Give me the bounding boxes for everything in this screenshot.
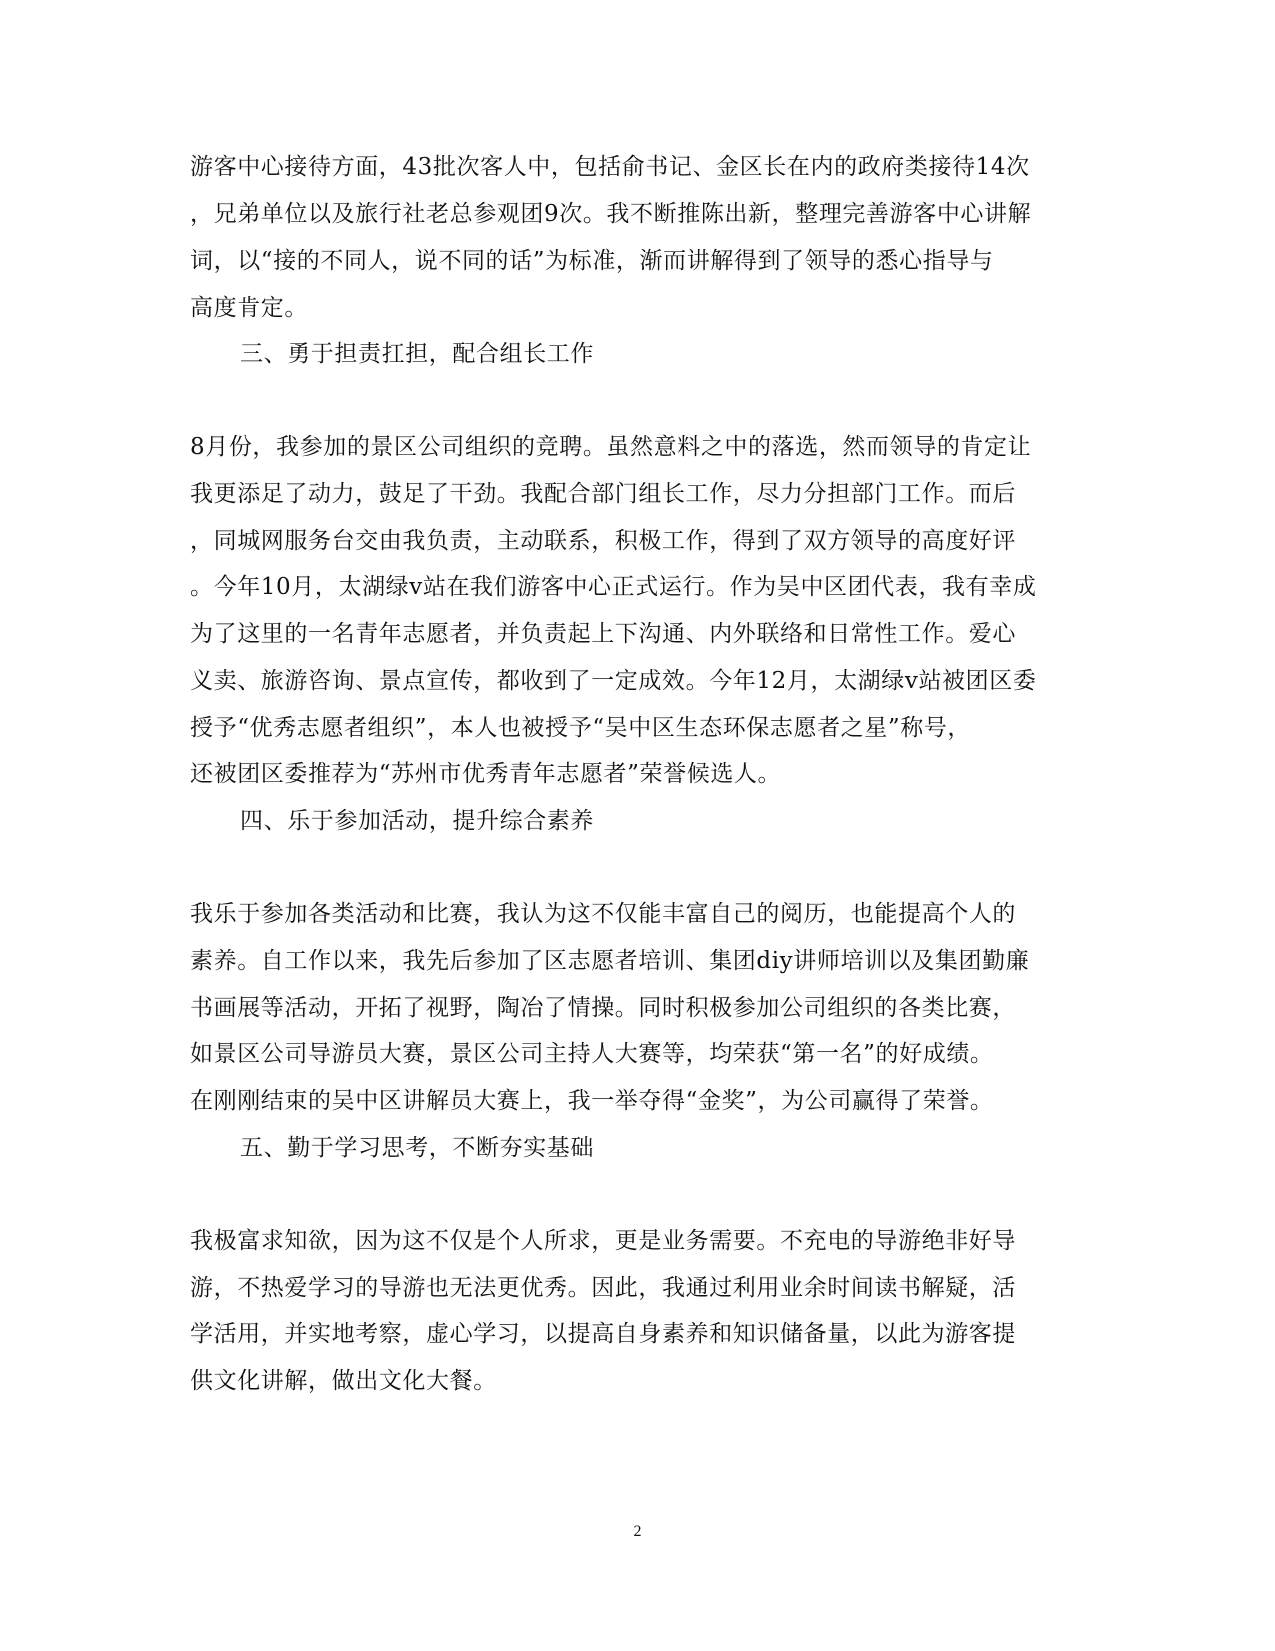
text-line: 高度肯定。 xyxy=(190,295,308,321)
text-line: 8月份，我参加的景区公司组织的竞聘。虽然意料之中的落选，然而领导的肯定让 xyxy=(190,434,1032,460)
section-heading-3: 三、勇于担责扛担，配合组长工作 xyxy=(240,341,594,367)
section-heading-5: 五、勤于学习思考，不断夯实基础 xyxy=(240,1135,594,1161)
text-line: 书画展等活动，开拓了视野，陶冶了情操。同时积极参加公司组织的各类比赛， xyxy=(190,995,1016,1021)
text-line: 素养。自工作以来，我先后参加了区志愿者培训、集团diy讲师培训以及集团勤廉 xyxy=(190,948,1030,974)
text-line: 游客中心接待方面，43批次客人中，包括俞书记、金区长在内的政府类接待14次 xyxy=(190,154,1030,180)
text-line: 词，以“接的不同人，说不同的话”为标准，渐而讲解得到了领导的悉心指导与 xyxy=(190,248,994,274)
text-line: 如景区公司导游员大赛，景区公司主持人大赛等，均荣获“第一名”的好成绩。 xyxy=(190,1041,994,1067)
text-line: 在刚刚结束的吴中区讲解员大赛上，我一举夺得“金奖”，为公司赢得了荣誉。 xyxy=(190,1088,994,1114)
text-line: 我极富求知欲，因为这不仅是个人所求，更是业务需要。不充电的导游绝非好导 xyxy=(190,1228,1016,1254)
page-number: 2 xyxy=(633,1523,642,1540)
text-line: 学活用，并实地考察，虚心学习，以提高自身素养和知识储备量，以此为游客提 xyxy=(190,1321,1016,1347)
text-line: ，兄弟单位以及旅行社老总参观团9次。我不断推陈出新，整理完善游客中心讲解 xyxy=(190,201,1032,227)
text-line: 还被团区委推荐为“苏州市优秀青年志愿者”荣誉候选人。 xyxy=(190,761,782,787)
text-line: 授予“优秀志愿者组织”，本人也被授予“吴中区生态环保志愿者之星”称号， xyxy=(190,715,972,741)
text-line: 我更添足了动力，鼓足了干劲。我配合部门组长工作，尽力分担部门工作。而后 xyxy=(190,481,1016,507)
text-line: 义卖、旅游咨询、景点宣传，都收到了一定成效。今年12月，太湖绿v站被团区委 xyxy=(190,668,1037,694)
text-line: 。今年10月，太湖绿v站在我们游客中心正式运行。作为吴中区团代表，我有幸成 xyxy=(190,574,1037,600)
text-line: 我乐于参加各类活动和比赛，我认为这不仅能丰富自己的阅历，也能提高个人的 xyxy=(190,901,1016,927)
text-line: 游，不热爱学习的导游也无法更优秀。因此，我通过利用业余时间读书解疑，活 xyxy=(190,1275,1016,1301)
text-line: ，同城网服务台交由我负责，主动联系，积极工作，得到了双方领导的高度好评 xyxy=(190,528,1016,554)
section-heading-4: 四、乐于参加活动，提升综合素养 xyxy=(240,808,594,834)
text-line: 供文化讲解，做出文化大餐。 xyxy=(190,1368,497,1394)
text-line: 为了这里的一名青年志愿者，并负责起上下沟通、内外联络和日常性工作。爱心 xyxy=(190,621,1016,647)
